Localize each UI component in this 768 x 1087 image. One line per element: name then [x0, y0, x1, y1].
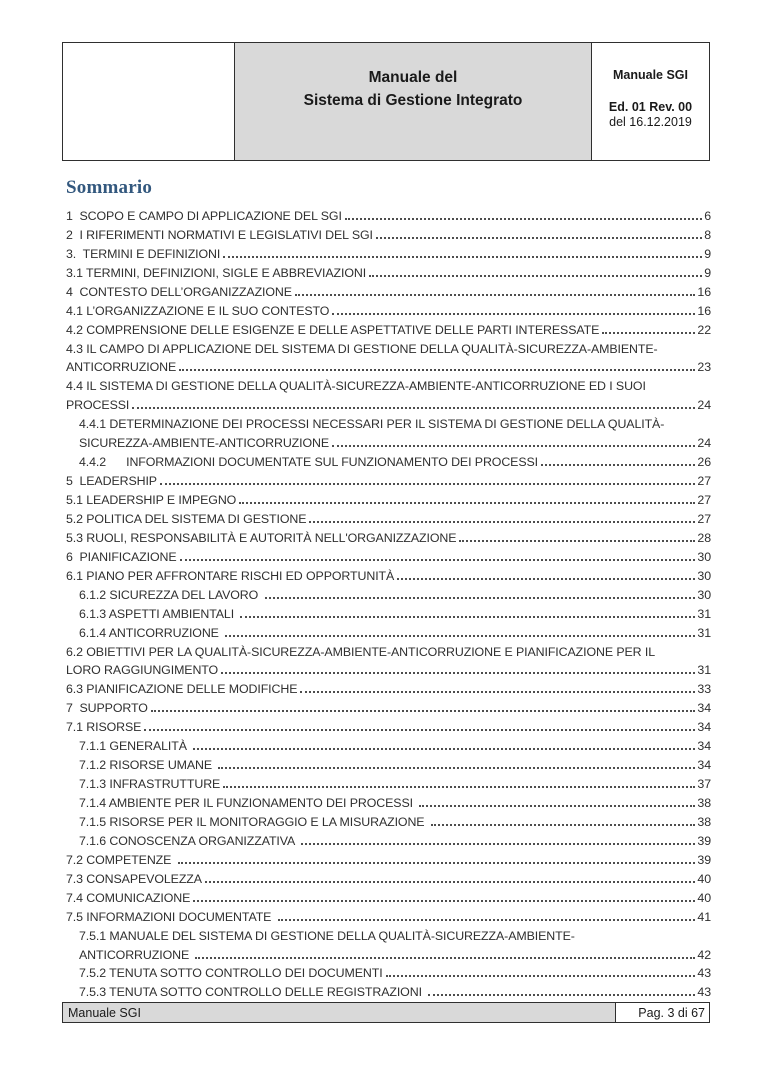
toc-page-number: 31: [697, 606, 711, 621]
toc-heading: Sommario: [66, 177, 153, 198]
toc-line: [66, 829, 711, 848]
toc-page-number: 30: [697, 549, 711, 564]
toc-page-number: 43: [697, 966, 711, 981]
dot-leader: [193, 900, 695, 902]
toc-entry-text: PROCESSI: [66, 398, 130, 413]
toc-line: [66, 318, 711, 337]
toc-entry-text: 6.1 PIANO PER AFFRONTARE RISCHI ED OPPORTUNITÀ: [66, 568, 395, 583]
dot-leader: [278, 919, 696, 921]
toc-entry-text: ANTICORRUZIONE: [66, 360, 177, 375]
dot-leader: [239, 502, 695, 504]
toc-entry-text: 7.2 COMPETENZE: [66, 852, 175, 867]
toc-page-number: 24: [697, 436, 711, 451]
toc-entry-text: 5 LEADERSHIP: [66, 474, 157, 489]
dot-leader: [301, 843, 696, 845]
toc-entry-text: 4.4.2 INFORMAZIONI DOCUMENTATE SUL FUNZIONAMENTO DEI PROCESSI: [79, 455, 539, 470]
toc-page-number: 42: [697, 947, 711, 962]
toc-page-number: 40: [697, 890, 711, 905]
title-line2: Sistema di Gestione Integrato: [303, 91, 523, 109]
toc-line: [66, 261, 711, 280]
dot-leader: [345, 218, 702, 220]
dot-leader: [397, 578, 695, 580]
toc-page-number: 22: [697, 322, 711, 337]
toc-line: [66, 204, 711, 223]
dot-leader: [265, 597, 696, 599]
toc-entry-text: 7.3 CONSAPEVOLEZZA: [66, 871, 202, 886]
dot-leader: [295, 294, 695, 296]
toc-entry-text: 4.2 COMPRENSIONE DELLE ESIGENZE E DELLE ASPETTATIVE DELLE PARTI INTERESSATE: [66, 322, 600, 337]
toc-entry-text: 7.1.2 RISORSE UMANE: [79, 758, 216, 773]
toc-line: [66, 640, 711, 659]
toc-entry-text: 5.1 LEADERSHIP E IMPEGNO: [66, 493, 237, 507]
toc-line: [66, 469, 711, 488]
toc-line: [66, 924, 711, 943]
toc-line: [66, 602, 711, 621]
toc-line: [66, 526, 711, 545]
toc-page-number: 38: [697, 796, 711, 810]
dot-leader: [419, 805, 695, 807]
dot-leader: [431, 824, 696, 826]
toc-line: [66, 980, 711, 999]
toc-entry-text: 7.5.3 TENUTA SOTTO CONTROLLO DELLE REGISTRAZIONI: [79, 985, 426, 1000]
toc-page-number: 38: [697, 814, 711, 829]
dot-leader: [376, 237, 702, 239]
toc-line: [66, 962, 711, 981]
dot-leader: [218, 767, 695, 769]
header-table: [62, 42, 710, 161]
toc-line: [66, 905, 711, 924]
dot-leader: [205, 881, 695, 883]
toc-page-number: 30: [697, 568, 711, 583]
toc-line: [66, 734, 711, 753]
toc-line: [66, 280, 711, 299]
dot-leader: [541, 464, 695, 466]
dot-leader: [223, 786, 695, 788]
dot-leader: [602, 332, 695, 334]
toc-page-number: 27: [697, 474, 711, 489]
footer-page-number: Pag. 3 di 67: [616, 1003, 709, 1022]
toc-entry-text: 3.1 TERMINI, DEFINIZIONI, SIGLE E ABBREVIAZIONI: [66, 265, 367, 280]
toc-entry-text: 7.5.1 MANUALE DEL SISTEMA DI GESTIONE DELLA QUALITÀ-SICUREZZA-AMBIENTE-: [79, 928, 575, 943]
title-line1: Manuale del: [368, 68, 458, 86]
toc-page-number: 16: [697, 284, 711, 299]
toc-entry-text: 6.2 OBIETTIVI PER LA QUALITÀ-SICUREZZA-AMBIENTE-ANTICORRUZIONE E PIANIFICAZIONE PER IL: [66, 644, 656, 659]
toc-entry-text: 4 CONTESTO DELL’ORGANIZZAZIONE: [66, 284, 292, 299]
dot-leader: [332, 313, 695, 315]
document-meta: [592, 43, 709, 160]
toc-page-number: 30: [697, 587, 711, 602]
toc-line: [66, 583, 711, 602]
toc-entry-text: 7.1.5 RISORSE PER IL MONITORAGGIO E LA MISURAZIONE: [79, 814, 428, 829]
toc-page-number: 41: [697, 909, 711, 924]
toc-line: [66, 450, 711, 469]
toc-entry-text: 5.2 POLITICA DEL SISTEMA DI GESTIONE: [66, 511, 307, 526]
toc-entry-text: 7.1.1 GENERALITÀ: [79, 739, 191, 754]
toc-line: [66, 412, 711, 431]
doc-revision: Ed. 01 Rev. 00: [608, 100, 693, 114]
toc-line: [66, 299, 711, 318]
toc-page-number: 6: [704, 208, 711, 223]
toc-page-number: 39: [697, 833, 711, 848]
toc-line: [66, 696, 711, 715]
toc-entry-text: 1 SCOPO E CAMPO DI APPLICAZIONE DEL SGI: [66, 208, 342, 223]
toc-page-number: 33: [697, 682, 711, 697]
toc-line: [66, 374, 711, 393]
toc-entry-text: 7 SUPPORTO: [66, 701, 148, 716]
toc-line: [66, 393, 711, 412]
dot-leader: [309, 521, 695, 523]
dot-leader: [369, 275, 702, 277]
toc-page-number: 40: [697, 871, 711, 886]
toc-entry-text: 7.5 INFORMAZIONI DOCUMENTATE: [66, 909, 275, 924]
toc-entry-text: 7.4 COMUNICAZIONE: [66, 890, 191, 905]
doc-code: Manuale SGI: [612, 68, 689, 82]
toc-entry-text: 4.1 L’ORGANIZZAZIONE E IL SUO CONTESTO: [66, 303, 330, 318]
toc-page-number: 9: [704, 246, 711, 261]
toc-page-number: 34: [697, 701, 711, 716]
toc-line: [66, 867, 711, 886]
toc-entry-text: 7.1 RISORSE: [66, 720, 142, 735]
toc-line: [66, 431, 711, 450]
toc-page-number: 27: [697, 511, 711, 526]
dot-leader: [179, 369, 695, 371]
toc-line: [66, 791, 711, 810]
dot-leader: [428, 994, 695, 996]
toc-line: [66, 488, 711, 507]
toc-entry-text: ANTICORRUZIONE: [79, 947, 193, 962]
toc-line: [66, 659, 711, 678]
dot-leader: [132, 407, 695, 409]
dot-leader: [459, 540, 695, 542]
toc-page-number: 27: [697, 493, 711, 507]
toc-page-number: 34: [697, 758, 711, 773]
toc-entry-text: 7.1.6 CONOSCENZA ORGANIZZATIVA: [79, 833, 298, 848]
dot-leader: [180, 559, 696, 561]
document-title: [235, 43, 592, 160]
toc-line: [66, 753, 711, 772]
dot-leader: [178, 862, 696, 864]
toc-page-number: 37: [697, 777, 711, 792]
toc-page-number: 28: [697, 530, 711, 545]
toc-line: [66, 848, 711, 867]
toc-line: [66, 223, 711, 242]
toc-line: [66, 810, 711, 829]
toc-entry-text: 7.1.3 INFRASTRUTTURE: [79, 777, 221, 792]
toc-entry-text: SICUREZZA-AMBIENTE-ANTICORRUZIONE: [79, 436, 330, 451]
toc-line: [66, 772, 711, 791]
toc-page-number: 9: [704, 265, 711, 280]
toc-page-number: 26: [697, 455, 711, 470]
toc-page-number: 8: [704, 227, 711, 242]
toc-entry-text: 4.4.1 DETERMINAZIONE DEI PROCESSI NECESSARI PER IL SISTEMA DI GESTIONE DELLA QUALITÀ-: [79, 417, 665, 432]
toc-entry-text: 3. TERMINI E DEFINIZIONI: [66, 246, 221, 261]
toc-line: [66, 507, 711, 526]
dot-leader: [240, 616, 695, 618]
toc-list: [66, 204, 711, 999]
dot-leader: [160, 483, 695, 485]
toc-line: [66, 677, 711, 696]
dot-leader: [332, 445, 695, 447]
toc-page-number: 16: [697, 303, 711, 318]
dot-leader: [300, 691, 695, 693]
toc-entry-text: 6.1.3 ASPETTI AMBIENTALI: [79, 606, 238, 621]
dot-leader: [193, 748, 695, 750]
toc-line: [66, 564, 711, 583]
logo-cell: [63, 43, 235, 160]
toc-page-number: 34: [697, 720, 711, 735]
toc-line: [66, 545, 711, 564]
toc-entry-text: 6.1.2 SICUREZZA DEL LAVORO: [79, 587, 262, 602]
toc-page-number: 34: [697, 739, 711, 754]
toc-line: [66, 242, 711, 261]
toc-page-number: 31: [697, 663, 711, 678]
toc-entry-text: 4.4 IL SISTEMA DI GESTIONE DELLA QUALITÀ-SICUREZZA-AMBIENTE-ANTICORRUZIONE ED I SUOI: [66, 379, 646, 394]
dot-leader: [151, 710, 696, 712]
dot-leader: [225, 635, 695, 637]
toc-page-number: 24: [697, 398, 711, 413]
doc-revision-date: del 16.12.2019: [609, 115, 692, 129]
toc-page-number: 39: [697, 852, 711, 867]
toc-page-number: 31: [697, 625, 711, 640]
dot-leader: [144, 729, 695, 731]
footer-table: [62, 1002, 710, 1023]
toc-line: [66, 337, 711, 356]
footer-doc-name: Manuale SGI: [63, 1003, 616, 1022]
toc-entry-text: 6.3 PIANIFICAZIONE DELLE MODIFICHE: [66, 682, 298, 697]
toc-entry-text: 6 PIANIFICAZIONE: [66, 549, 177, 564]
toc-entry-text: 5.3 RUOLI, RESPONSABILITÀ E AUTORITÀ NELL'ORGANIZZAZIONE: [66, 530, 457, 545]
toc-line: [66, 943, 711, 962]
toc-page-number: 23: [697, 360, 711, 375]
toc-entry-text: 7.1.4 AMBIENTE PER IL FUNZIONAMENTO DEI PROCESSI: [79, 796, 417, 810]
toc-line: [66, 621, 711, 640]
dot-leader: [386, 975, 696, 977]
toc-line: [66, 715, 711, 734]
toc-line: [66, 356, 711, 375]
toc-entry-text: 6.1.4 ANTICORRUZIONE: [79, 625, 223, 640]
dot-leader: [221, 672, 695, 674]
dot-leader: [195, 957, 695, 959]
toc-entry-text: LORO RAGGIUNGIMENTO: [66, 663, 219, 678]
toc-entry-text: 4.3 IL CAMPO DI APPLICAZIONE DEL SISTEMA DI GESTIONE DELLA QUALITÀ-SICUREZZA-AMBIENTE-: [66, 341, 658, 356]
dot-leader: [223, 256, 702, 258]
toc-entry-text: 7.5.2 TENUTA SOTTO CONTROLLO DEI DOCUMENTI: [79, 966, 383, 981]
toc-page-number: 43: [697, 985, 711, 1000]
toc-line: [66, 886, 711, 905]
toc-entry-text: 2 I RIFERIMENTI NORMATIVI E LEGISLATIVI DEL SGI: [66, 227, 373, 242]
